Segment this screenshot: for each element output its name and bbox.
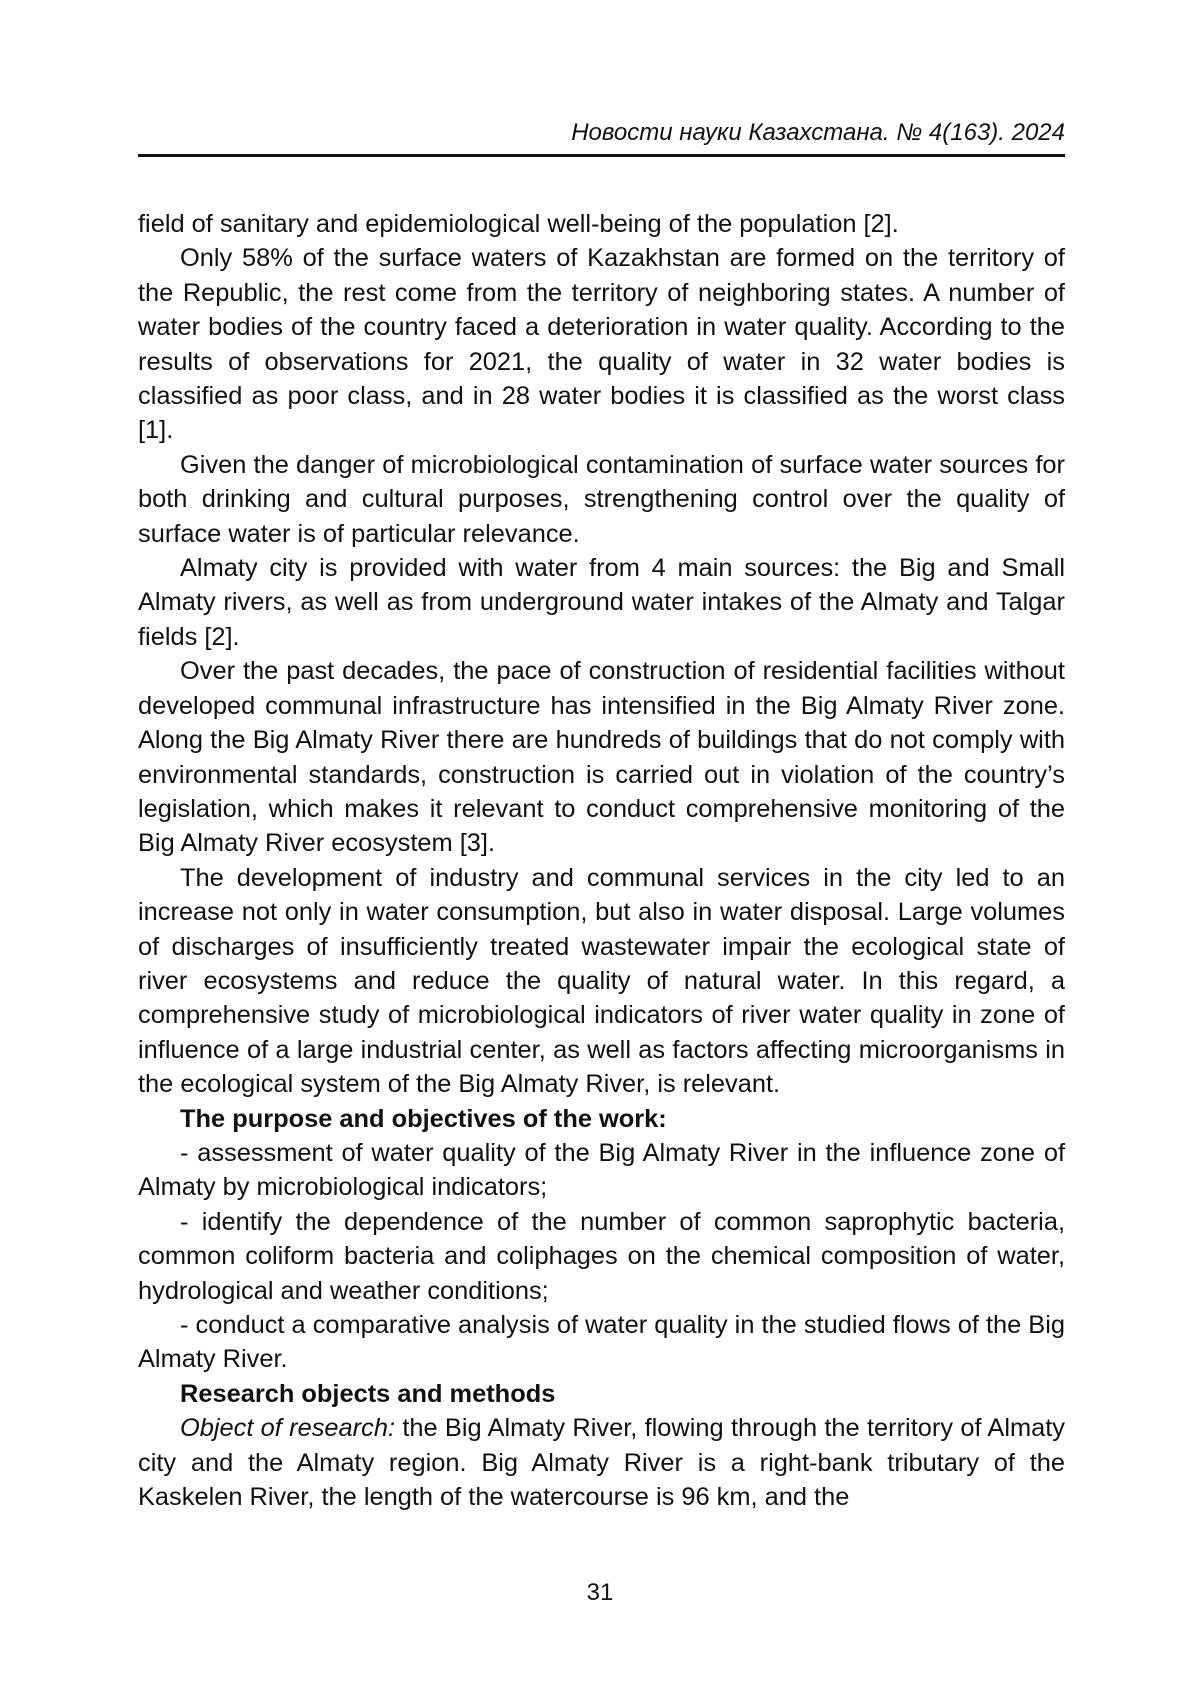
paragraph-object-of-research — [138, 1411, 1065, 1514]
header-rule — [138, 154, 1065, 157]
page-number: 31 — [586, 1579, 614, 1606]
paragraph-industry-development: The development of industry and communal services in the city led to an increase not only in water consumption, but also in water disposal. Large volumes of discharges of insufficiently treated wastewater impair the ecological state of river ecosystems and reduce the quality of natural water. In this regard, a comprehensive study of microbiological indicators of river water quality in zone of influence of a large industrial center, as well as factors affecting microorganisms in the ecological system of the Big Almaty River, is relevant. — [138, 863, 1065, 1099]
objective-dependence: - identify the dependence of the number of common saprophytic bacteria, common coliform bacteria and coliphages on the chemical composition of water, hydrological and weather conditions; — [138, 1207, 1065, 1305]
paragraph-water-sources: Almaty city is provided with water from 4 main sources: the Big and Small Almaty rivers, as well as from underground water intakes of the Almaty and Talgar fields [2]. — [138, 554, 1065, 651]
paragraph-surface-waters: Only 58% of the surface waters of Kazakhstan are formed on the territory of the Republic, the rest come from the territory of neighboring states. A number of water bodies of the country faced a deterioration in water quality. According to the results of observations for 2021, the quality of water in 32 water bodies is classified as poor class, and in 28 water bodies it is classified as the worst class [1]. — [138, 244, 1065, 445]
paragraph-continuation: field of sanitary and epidemiological well-being of the population [2]. — [138, 210, 899, 238]
paragraph-construction: Over the past decades, the pace of construction of residential facilities without developed communal infrastructure has intensified in the Big Almaty River zone. Along the Big Almaty River there are hundreds of buildings that do not comply with environmental standards, construction is carried out in violation of the country’s legislation, which makes it relevant to conduct comprehensive monitoring of the Big Almaty River ecosystem [3]. — [138, 657, 1065, 858]
body-text — [138, 207, 1065, 1514]
heading-purpose-objectives: The purpose and objectives of the work: — [180, 1104, 667, 1133]
objective-assessment: - assessment of water quality of the Big Almaty River in the influence zone of Almaty by microbiological indicators; — [138, 1138, 1065, 1202]
running-header: Новости науки Казахстана. № 4(163). 2024 — [571, 119, 1065, 146]
paragraph-contamination-danger: Given the danger of microbiological contamination of surface water sources for both drinking and cultural purposes, strengthening control over the quality of surface water is of particular relevance. — [138, 450, 1065, 548]
object-of-research-label: Object of research: — [180, 1414, 396, 1443]
object-of-research-text: the Big Almaty River, flowing through the territory of Almaty city and the Almaty region. Big Almaty River is a right-bank tributary of the Kaskelen River, the length of the watercourse is 96 km, and the — [138, 1414, 1065, 1512]
heading-research-objects-methods: Research objects and methods — [180, 1379, 556, 1408]
objective-comparative-analysis: - conduct a comparative analysis of water quality in the studied flows of the Big Almaty River. — [138, 1311, 1065, 1374]
